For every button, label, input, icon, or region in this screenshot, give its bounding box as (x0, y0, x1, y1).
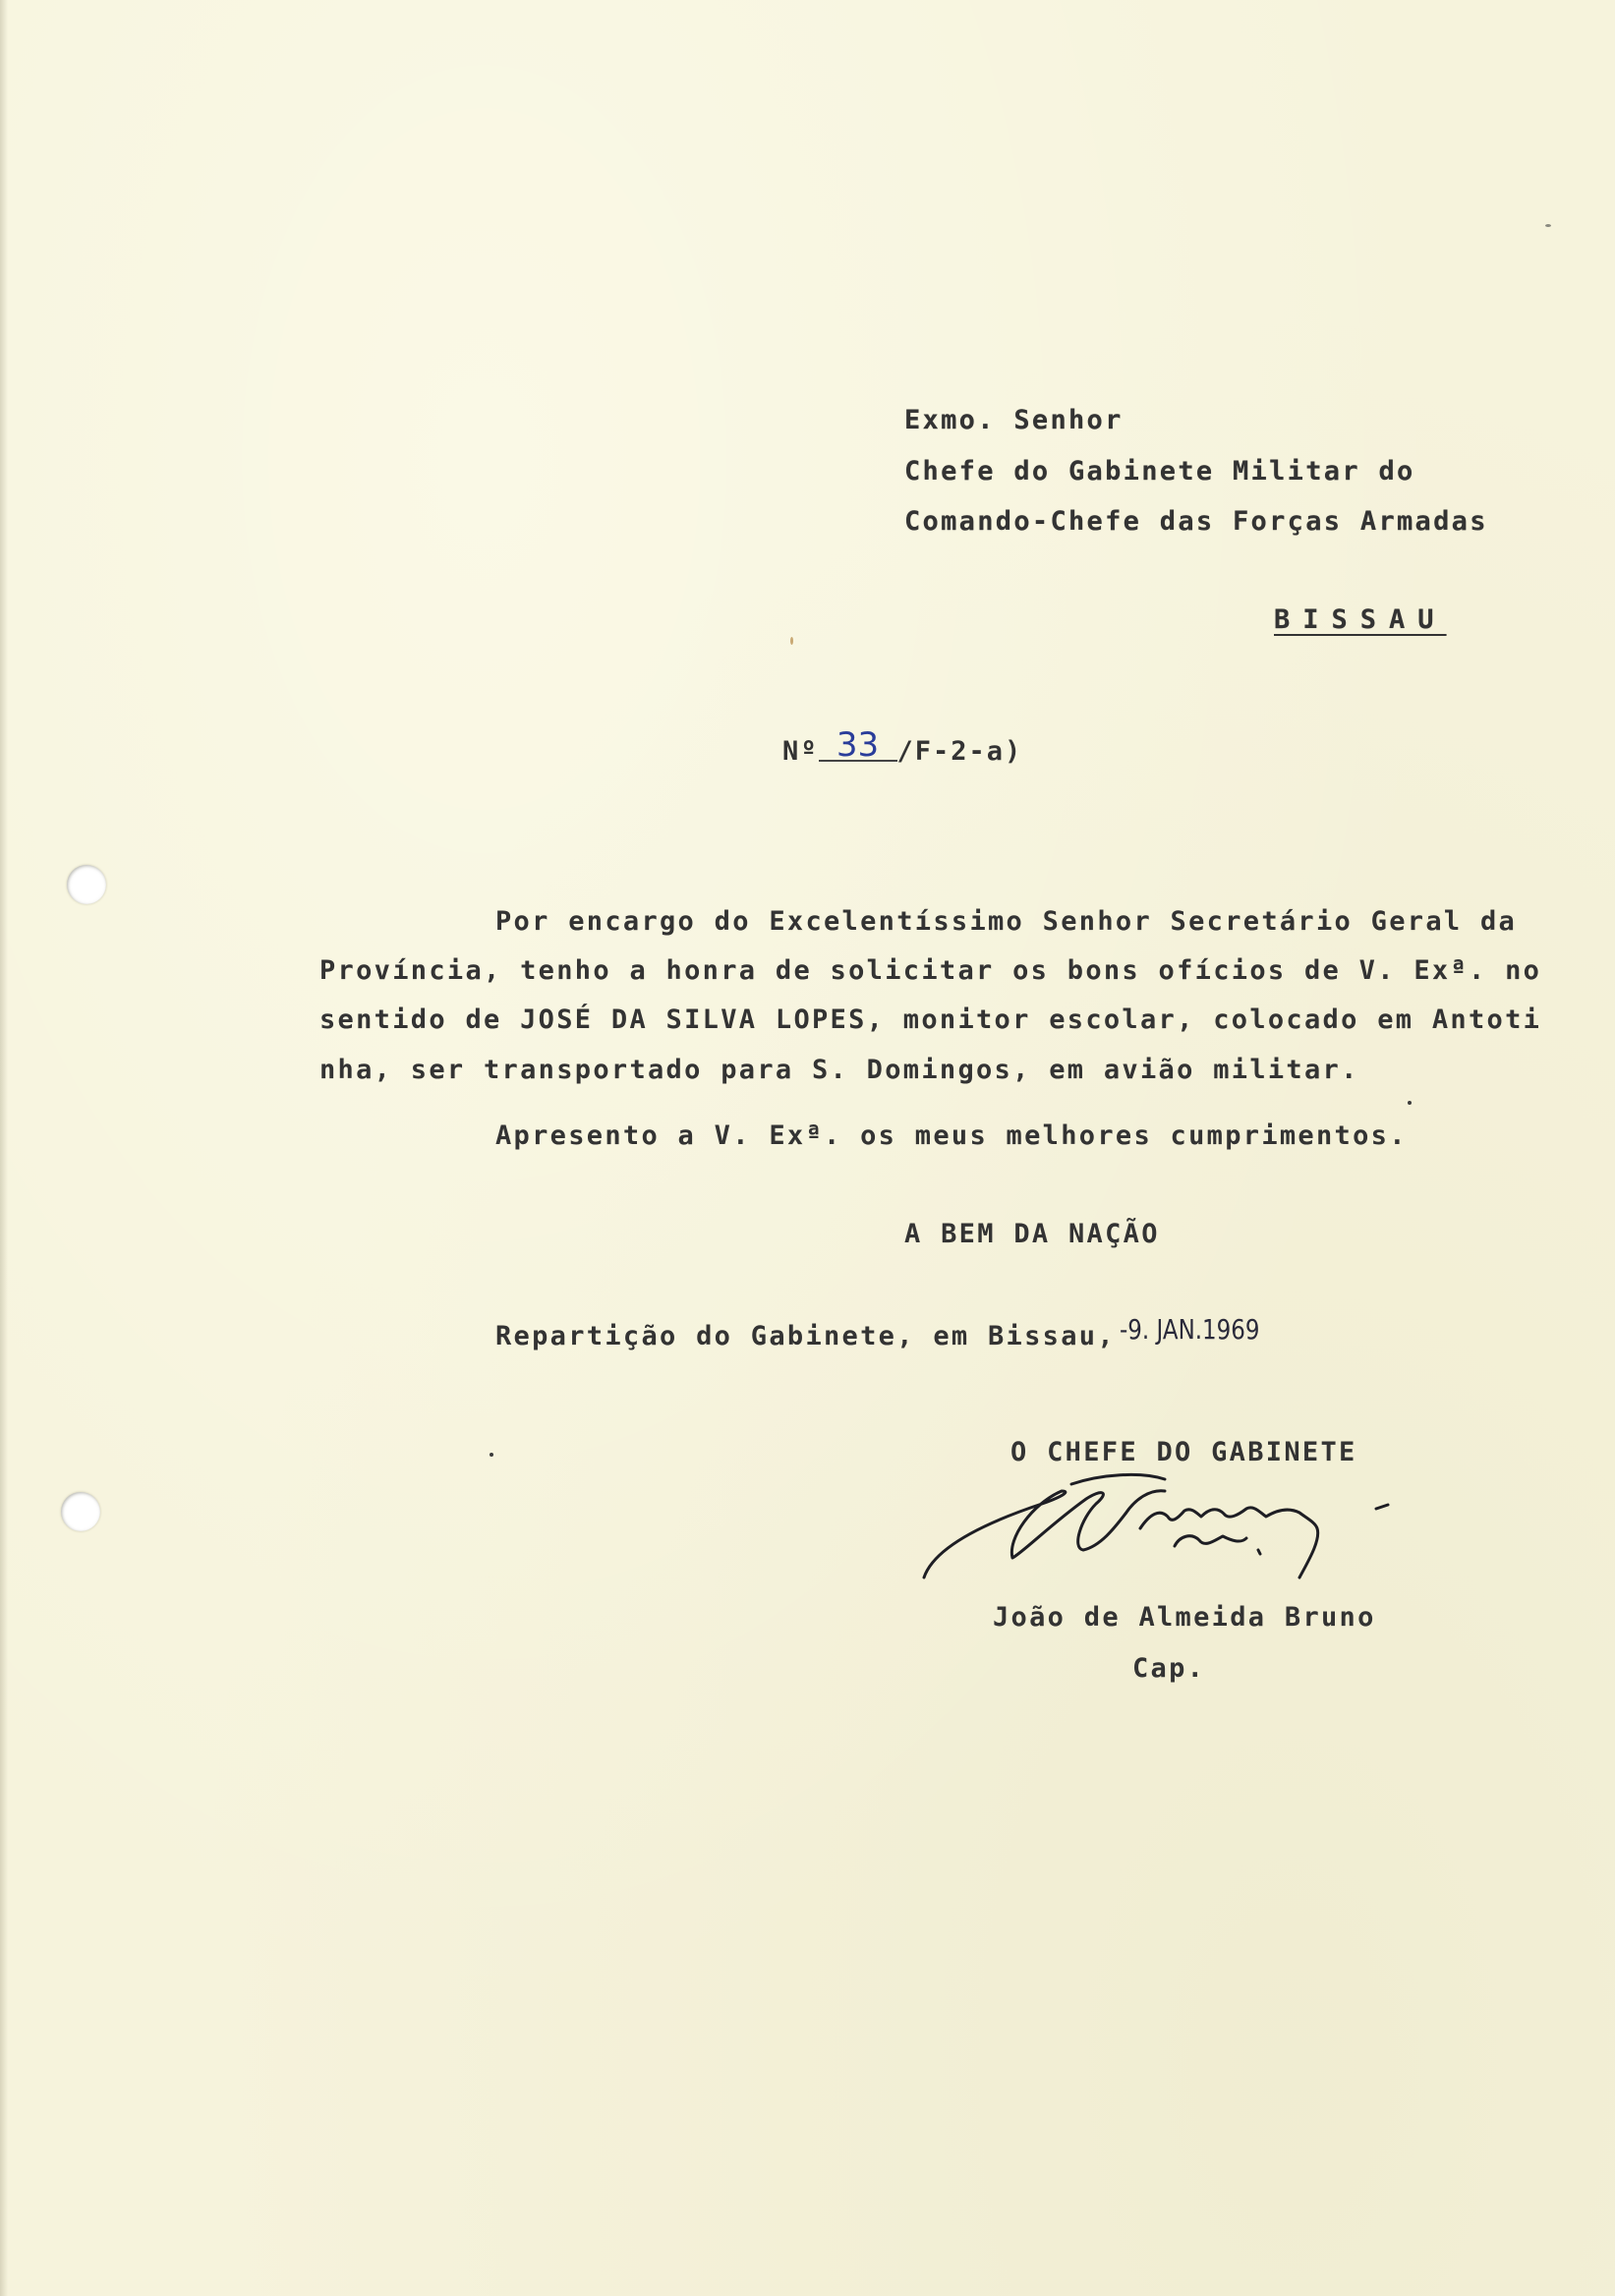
paragraph-1-line-3: sentido de JOSÉ DA SILVA LOPES, monitor escolar, colocado em Antoti (319, 1004, 1542, 1035)
paragraph-1-line-1: Por encargo do Excelentíssimo Senhor Secretário Geral da (495, 906, 1518, 937)
signatory-rank: Cap. (1132, 1653, 1206, 1684)
place-text: Repartição do Gabinete, em Bissau, (495, 1321, 1116, 1351)
punch-hole-bottom (61, 1492, 100, 1531)
paragraph-1-line-4: nha, ser transportado para S. Domingos, em avião militar. (319, 1055, 1359, 1085)
recipient-title: Chefe do Gabinete Militar do (904, 456, 1415, 487)
paper-speck (1545, 224, 1551, 227)
reference-number (782, 725, 1023, 767)
place-and-date (495, 1313, 1291, 1351)
punch-hole-top (67, 865, 106, 904)
paragraph-2: Apresento a V. Exª. os meus melhores cumprimentos. (495, 1120, 1408, 1151)
signature-title: O CHEFE DO GABINETE (1010, 1437, 1357, 1467)
reference-handwritten-number: 33 (819, 730, 897, 762)
recipient-city: BISSAU (1274, 604, 1447, 635)
signatory-name: João de Almeida Bruno (993, 1602, 1376, 1633)
recipient-salutation: Exmo. Senhor (904, 405, 1124, 435)
page-edge-shadow (0, 0, 8, 2296)
paragraph-1-line-2: Província, tenho a honra de solicitar os bons ofícios de V. Exª. no (319, 955, 1542, 986)
paper-speck (490, 1453, 493, 1457)
paper-speck (790, 637, 793, 645)
recipient-department: Comando-Chefe das Forças Armadas (904, 506, 1488, 537)
closing-formula: A BEM DA NAÇÃO (904, 1219, 1160, 1249)
reference-prefix: Nº (782, 736, 819, 767)
date-stamp: -9. JAN.1969 (1119, 1313, 1260, 1346)
paper-speck (1408, 1101, 1412, 1105)
reference-suffix: /F-2-a) (896, 736, 1023, 767)
handwritten-signature (914, 1430, 1445, 1607)
